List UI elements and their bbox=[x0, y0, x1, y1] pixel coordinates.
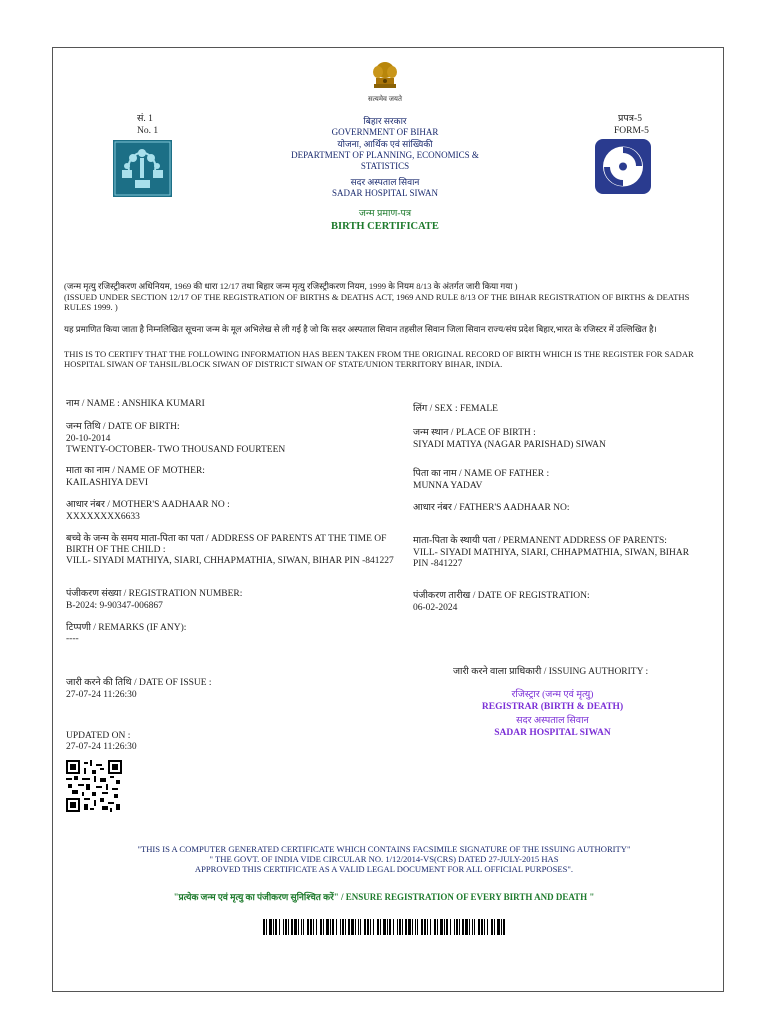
mother-name-value: KAILASHIYA DEVI bbox=[66, 478, 149, 488]
footer-note-1: "THIS IS A COMPUTER GENERATED CERTIFICATE WHICH CONTAINS FACSIMILE SIGNATURE OF THE ISSUING AUTHORITY" bbox=[137, 844, 631, 854]
registration-date-value: 06-02-2024 bbox=[413, 603, 458, 613]
address-at-birth-label: बच्चे के जन्म के समय माता-पिता का पता / ADDRESS OF PARENTS AT THE TIME OF BIRTH OF THE CHILD : bbox=[66, 534, 387, 555]
form-number-hi: प्रपत्र-5 bbox=[618, 114, 642, 124]
dept-name-en-1: DEPARTMENT OF PLANNING, ECONOMICS & bbox=[291, 150, 479, 160]
mother-aadhaar-value: XXXXXXXX6633 bbox=[66, 512, 140, 522]
authority-block bbox=[450, 689, 655, 739]
registrar-title-hi: रजिस्ट्रार (जन्म एवं मृत्यु) bbox=[511, 690, 594, 700]
certificate-title-hi: जन्म प्रमाण-पत्र bbox=[358, 209, 412, 219]
certificate-title-en: BIRTH CERTIFICATE bbox=[331, 221, 439, 232]
registration-date-label: पंजीकरण तारीख / DATE OF REGISTRATION: bbox=[413, 591, 590, 601]
sex: लिंग / SEX : FEMALE bbox=[413, 404, 498, 414]
emblem-motto: सत्यमेव जयते bbox=[368, 95, 402, 103]
updated-on-label: UPDATED ON : bbox=[66, 731, 131, 741]
dob-label: जन्म तिथि / DATE OF BIRTH: bbox=[66, 422, 180, 432]
emblem-icon bbox=[370, 60, 400, 94]
issued-under-en: (ISSUED UNDER SECTION 12/17 OF THE REGISTRATION OF BIRTHS & DEATHS ACT, 1969 AND RULE 8/13 OF THE BIHAR REGISTRATION OF BIRTHS & DEATHS RULES 1999. ) bbox=[64, 292, 690, 312]
registration-number-value: B-2024: 9-90347-006867 bbox=[66, 601, 163, 611]
issuing-authority-label: जारी करने वाला प्राधिकारी / ISSUING AUTHORITY : bbox=[453, 667, 649, 677]
authority-hospital-hi: सदर अस्पताल सिवान bbox=[516, 716, 589, 726]
address-at-birth-value: VILL- SIYADI MATHIYA, SIARI, CHHAPMATHIA, SIWAN, BIHAR PIN -841227 bbox=[66, 556, 394, 566]
qr-code bbox=[66, 760, 122, 812]
mother-aadhaar-label: आधार नंबर / MOTHER'S AADHAAR NO : bbox=[66, 500, 230, 510]
govt-name-en: GOVERNMENT OF BIHAR bbox=[331, 127, 439, 137]
hospital-name-hi: सदर अस्पताल सिवान bbox=[350, 177, 420, 187]
dob-value: 20-10-2014 bbox=[66, 434, 111, 444]
permanent-address-value: VILL- SIYADI MATHIYA, SIARI, CHHAPMATHIA, SIWAN, BIHAR PIN -841227 bbox=[413, 548, 690, 569]
father-name-value: MUNNA YADAV bbox=[413, 481, 483, 491]
child-name: नाम / NAME : ANSHIKA KUMARI bbox=[66, 399, 205, 409]
place-of-birth-label: जन्म स्थान / PLACE OF BIRTH : bbox=[413, 428, 536, 438]
bihar-logo-icon bbox=[113, 140, 172, 197]
father-name-label: पिता का नाम / NAME OF FATHER : bbox=[413, 469, 550, 479]
dept-name-hi: योजना, आर्थिक एवं सांख्यिकी bbox=[337, 139, 433, 149]
issue-date-value: 27-07-24 11:26:30 bbox=[66, 690, 137, 700]
remarks-value: ---- bbox=[66, 634, 79, 644]
updated-on-value: 27-07-24 11:26:30 bbox=[66, 742, 137, 752]
issue-date-label: जारी करने की तिथि / DATE OF ISSUE : bbox=[66, 678, 212, 688]
hospital-name-en: SADAR HOSPITAL SIWAN bbox=[332, 188, 438, 198]
govt-name-hi: बिहार सरकार bbox=[363, 116, 407, 126]
certify-statement-hi: यह प्रमाणित किया जाता है निम्नलिखित सूचना जन्म के मूल अभिलेख से ली गई है जो कि सदर अस्पताल सिवान तहसील सिवान जिला सिवान राज्य/संघ प्रदेश बिहार,भारत के रजिस्टर में उल्लिखित है। bbox=[64, 324, 657, 334]
footer-note-3: APPROVED THIS CERTIFICATE AS A VALID LEGAL DOCUMENT FOR ALL OFFICIAL PURPOSES". bbox=[194, 864, 574, 874]
form-number-en: FORM-5 bbox=[614, 126, 649, 136]
father-aadhaar-label: आधार नंबर / FATHER'S AADHAAR NO: bbox=[413, 503, 570, 513]
serial-number-hi: सं. 1 bbox=[137, 114, 153, 124]
remarks-label: टिप्पणी / REMARKS (IF ANY): bbox=[66, 623, 187, 633]
registration-slogan: "प्रत्येक जन्म एवं मृत्यु का पंजीकरण सुनिश्चित करें" / ENSURE REGISTRATION OF EVERY BIRTH AND DEATH " bbox=[173, 892, 595, 902]
footer-note-2: " THE GOVT. OF INDIA VIDE CIRCULAR NO. 1/12/2014-VS(CRS) DATED 27-JULY-2015 HAS bbox=[209, 854, 559, 864]
crs-logo-icon bbox=[595, 139, 651, 194]
registrar-title-en: REGISTRAR (BIRTH & DEATH) bbox=[481, 702, 624, 712]
authority-hospital-en: SADAR HOSPITAL SIWAN bbox=[494, 728, 611, 738]
place-of-birth-value: SIYADI MATIYA (NAGAR PARISHAD) SIWAN bbox=[413, 440, 606, 450]
mother-name-label: माता का नाम / NAME OF MOTHER: bbox=[66, 466, 205, 476]
certify-statement-en: THIS IS TO CERTIFY THAT THE FOLLOWING INFORMATION HAS BEEN TAKEN FROM THE ORIGINAL RECORD OF BIRTH WHICH IS THE REGISTER FOR SADAR HOSPITAL SIWAN OF TAHSIL/BLOCK SIWAN OF DISTRICT SIWAN OF STATE/UNION TERRITORY BIHAR, INDIA. bbox=[64, 349, 694, 369]
dept-name-en-2: STATISTICS bbox=[360, 161, 410, 171]
dob-in-words: TWENTY-OCTOBER- TWO THOUSAND FOURTEEN bbox=[66, 445, 286, 455]
serial-number-en: No. 1 bbox=[137, 126, 159, 136]
barcode bbox=[263, 919, 505, 935]
permanent-address-label: माता-पिता के स्थायी पता / PERMANENT ADDRESS OF PARENTS: bbox=[413, 536, 667, 546]
issued-under-hi: (जन्म मृत्यु रजिस्ट्रीकरण अधिनियम, 1969 की धारा 12/17 तथा बिहार जन्म मृत्यु रजिस्ट्रीकरण नियम, 1999 के नियम 8/13 के अंतर्गत जारी किया गया ) bbox=[64, 281, 518, 291]
registration-number-label: पंजीकरण संख्या / REGISTRATION NUMBER: bbox=[66, 589, 243, 599]
footer-notes bbox=[60, 844, 708, 874]
header-block bbox=[250, 116, 520, 233]
